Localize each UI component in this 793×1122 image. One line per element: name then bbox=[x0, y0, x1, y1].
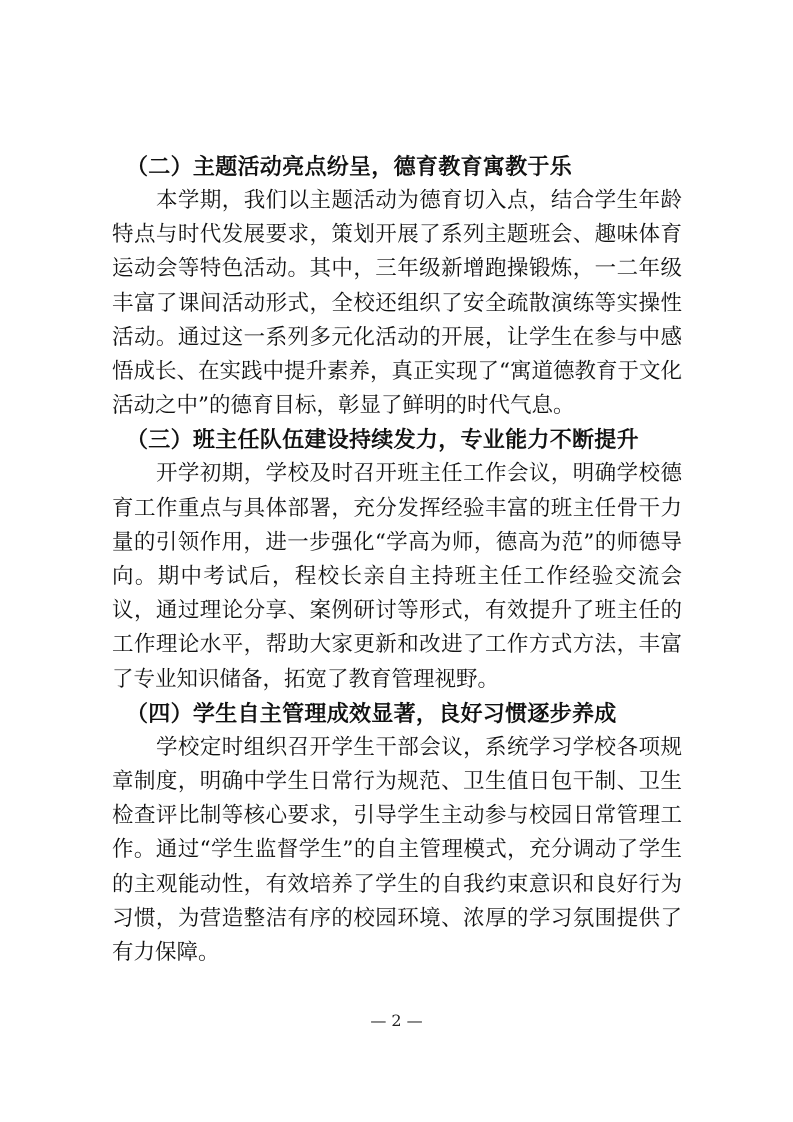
section-heading-3: （三）班主任队伍建设持续发力，专业能力不断提升 bbox=[126, 427, 639, 454]
page-number: — 2 — bbox=[370, 1011, 423, 1030]
section-paragraph-3: 开学初期，学校及时召开班主任工作会议，明确学校德育工作重点与具体部署，充分发挥经验丰富的班主任骨干力量的引领作用，进一步强化“学高为师，德高为范”的师德导向。期中考试后，程校长亲自主持班主任工作经验交流会议，通过理论分享、案例研讨等形式，有效提升了班主任的工作理论水平，帮助大家更新和改进了工作方式方法，丰富了专业知识储备，拓宽了教育管理视野。 bbox=[112, 461, 682, 692]
section-heading-2: （二）主题活动亮点纷呈，德育教育寓教于乐 bbox=[126, 154, 573, 180]
section-heading-4: （四）学生自主管理成效显著，良好习惯逐步养成 bbox=[126, 700, 617, 727]
document-body bbox=[112, 150, 682, 970]
section-paragraph-4: 学校定时组织召开学生干部会议，系统学习学校各项规章制度，明确中学生日常行为规范、卫生值日包干制、卫生检查评比制等核心要求，引导学生主动参与校园日常管理工作。通过“学生监督学生”的自主管理模式，充分调动了学生的主观能动性，有效培养了学生的自我约束意识和良好行为习惯，为营造整洁有序的校园环境、浓厚的学习氛围提供了有力保障。 bbox=[112, 734, 682, 966]
section-paragraph-2: 本学期，我们以主题活动为德育切入点，结合学生年龄特点与时代发展要求，策划开展了系列主题班会、趣味体育运动会等特色活动。其中，三年级新增跑操锻炼，一二年级丰富了课间活动形式，全校还组织了安全疏散演练等实操性活动。通过这一系列多元化活动的开展，让学生在参与中感悟成长、在实践中提升素养，真正实现了“寓道德教育于文化活动之中”的德育目标，彰显了鲜明的时代气息。 bbox=[112, 188, 682, 419]
